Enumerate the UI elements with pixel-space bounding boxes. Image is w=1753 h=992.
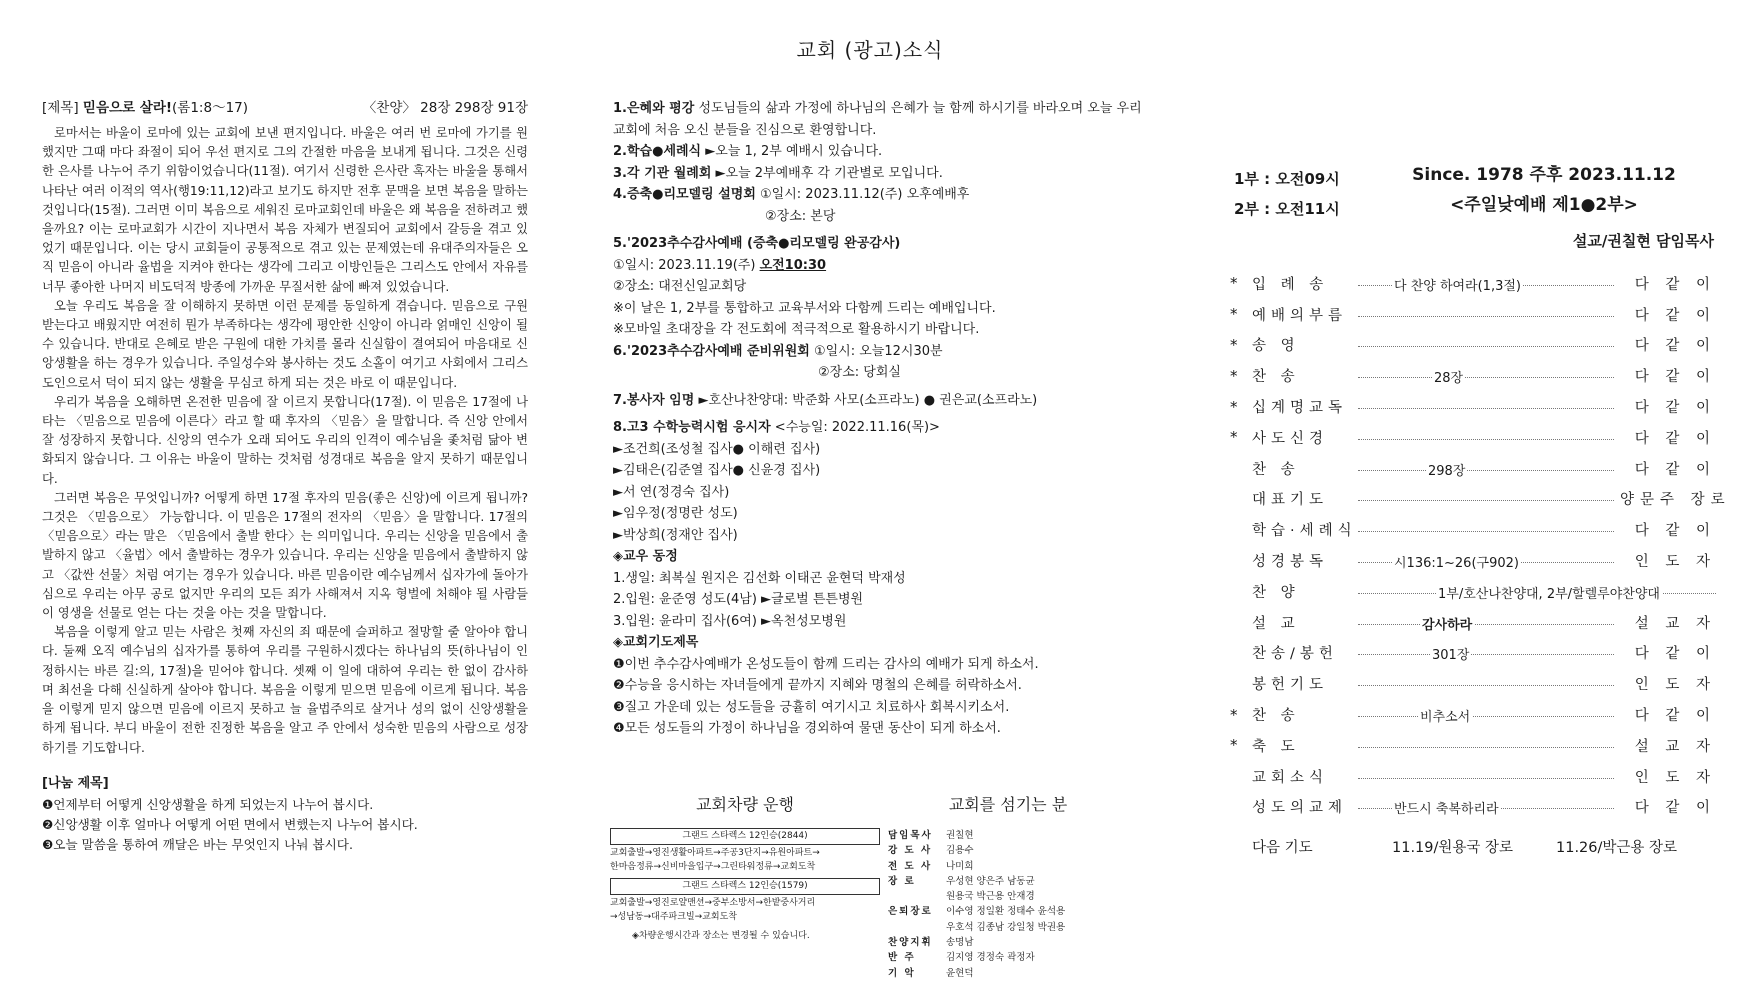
service-1-time: 1부 : 오전09시 — [1234, 170, 1340, 188]
news-item-title: 2.학습●세례식 — [613, 144, 702, 159]
order-row — [1230, 360, 1716, 391]
order-dotted-leader — [1358, 371, 1614, 387]
news-item-text: ►오늘 2부예배후 각 기관별로 모입니다. — [711, 165, 943, 181]
sermon-header — [42, 96, 528, 116]
order-row — [1230, 638, 1716, 669]
bus-2-label: 그랜드 스타렉스 12인승(1579) — [610, 878, 880, 895]
order-item-performer: 다 같 이 — [1634, 646, 1716, 663]
order-dotted-leader — [1358, 617, 1614, 633]
order-item-performer: 다 같 이 — [1634, 400, 1716, 417]
order-star: * — [1230, 274, 1238, 293]
news-item-text: ►호산나찬양대: 박준화 사모(소프라노) ● 권은교(소프라노) — [694, 392, 1038, 408]
order-dotted-leader — [1358, 710, 1614, 726]
order-item-performer: 다 같 이 — [1634, 461, 1716, 478]
vehicle-note: ◈차량운행시간과 장소는 변경될 수 있습니다. — [632, 931, 810, 941]
news-item-4-place: ②장소: 본당 — [765, 208, 836, 224]
news-item-5-note: ※모바일 초대장을 각 전도회에 적극적으로 활용하시기 바랍니다. — [613, 322, 980, 337]
server-role: 담임목사 — [888, 830, 933, 841]
order-item-performer: 양문주 장로 — [1620, 492, 1731, 509]
order-item-performer: 다 같 이 — [1634, 708, 1716, 725]
server-role: 장 로 — [888, 875, 916, 887]
news-item-1 — [613, 98, 1153, 141]
prayer-title: ◈교회기도제목 — [613, 635, 699, 650]
server-names: 나미희 — [946, 860, 974, 872]
server-role: 전 도 사 — [888, 860, 933, 872]
order-dotted-leader — [1358, 408, 1614, 409]
members-title: ◈교우 동정 — [613, 549, 678, 564]
order-star: * — [1230, 736, 1238, 755]
order-item-content: 301장 — [1430, 644, 1471, 663]
order-row — [1230, 730, 1716, 761]
exam-student: ►박상희(정재안 집사) — [613, 527, 738, 543]
server-names: 우호석 김종남 강일청 박권용 — [946, 921, 1066, 933]
order-row — [1230, 453, 1716, 484]
next-prayer-label: 다음 기도 — [1252, 840, 1313, 856]
order-item-content: 시136:1~26(구902) — [1392, 552, 1521, 571]
order-dotted-leader — [1358, 802, 1614, 818]
news-item-8 — [613, 417, 1153, 439]
server-row — [888, 874, 1128, 889]
order-item-content: 28장 — [1432, 367, 1465, 386]
order-item-name: 송 영 — [1252, 338, 1300, 355]
news-item-text: 성도님들의 삶과 가정에 하나님의 은혜가 늘 함께 하시기를 바라오며 오늘 우리교회에 처음 오신 분들을 진심으로 환영합니다. — [613, 101, 1142, 138]
order-item-name: 찬 송 — [1252, 461, 1300, 478]
server-row — [888, 889, 1128, 904]
order-item-performer: 다 같 이 — [1634, 307, 1716, 324]
sharing-title: [나눔 제목] — [42, 775, 109, 791]
sermon-title-line — [42, 96, 248, 116]
news-item-title: 3.각 기관 월례회 — [613, 165, 712, 181]
order-item-performer: 인 도 자 — [1634, 677, 1716, 694]
server-names: 김지영 경정숙 곽정자 — [946, 952, 1035, 964]
server-role: 반 주 — [888, 952, 916, 964]
member-news: 1.생일: 최복실 원지은 김선화 이태곤 윤현덕 박재성 — [613, 570, 906, 586]
service-times — [1234, 164, 1340, 224]
server-row — [888, 904, 1128, 919]
order-star: * — [1230, 705, 1238, 724]
order-dotted-leader — [1358, 439, 1614, 440]
sermon-paragraph: 우리가 복음을 오해하면 온전한 믿음에 잘 이르지 못합니다(17절). 이 믿음은 17절에 나타는 〈믿음으로 믿음에 이른다〉라고 할 때 후자의 〈믿음〉을 말합니다. 즉 신앙 안에서 잘 성장하지 못합니다. 신앙의 연수가 오래 되어도 우리의 인격이 예수님을 좇처럼 닮아 변화되지 않습니다. 그 이유는 바울이 말하는 것처럼 성경대로 복음을 알지 못하기 때문입니다. — [42, 394, 528, 486]
news-item-5-title: 5.'2023추수감사예배 (증축●리모델링 완공감사) — [613, 236, 901, 251]
order-item-name: 사도신경 — [1252, 430, 1329, 447]
exam-student: ►조건희(조성철 집사● 이해련 집사) — [613, 441, 821, 457]
sermon-title: 믿음으로 살라! — [82, 100, 173, 116]
bus-1-route-line: 한마음정류→신비마을입구→그린타워정류→교회도착 — [610, 862, 816, 872]
order-item-name: 찬 송 — [1252, 369, 1300, 386]
order-row — [1230, 514, 1716, 545]
prayer-item: ❸질고 가운데 있는 성도들을 긍휼히 여기시고 치료하사 회복시키소서. — [613, 699, 1010, 715]
server-role: 은퇴장로 — [888, 906, 933, 918]
worship-subtitle: <주일낮예배 제1●2부> — [1450, 195, 1638, 215]
bus-2-route — [610, 896, 890, 924]
order-item-name: 찬 양 — [1252, 584, 1300, 601]
server-names: 권칠현 — [946, 830, 974, 841]
sermon-paragraph: 복음을 이렇게 알고 믿는 사람은 첫째 자신의 죄 때문에 슬퍼하고 절망할 줄 알아야 합니다. 둘째 오직 예수님의 십자가를 통하여 우리를 구원하시겠다는 하나님의 뜻(하나님이 인정하시는 바른 길:의, 17절)을 믿어야 합니다. 셋째 이 일에 대하여 우리는 한 없이 감사하며 최선을 다해 신실하게 살아야 합니다. 복음을 이렇게 믿으면 믿음에 이르게 됩니다. 복음을 이렇게 믿지 않으면 믿음에 이르지 못하고 늘 율법주의로 살거나 성의 없이 신앙생활을 하게 됩니다. 부디 바울이 전한 진정한 복음을 알고 주 안에서 성숙한 믿음의 사람으로 성장하기를 기도합니다. — [42, 625, 528, 755]
news-item-title: 6.'2023추수감사예배 준비위원회 — [613, 343, 810, 359]
since-date: Since. 1978 주후 2023.11.12 — [1412, 165, 1676, 185]
worship-order — [1230, 268, 1731, 822]
order-item-content: 감사하라 — [1420, 614, 1474, 633]
server-names: 원용국 박근용 안재경 — [946, 891, 1035, 903]
order-dotted-leader — [1358, 747, 1614, 748]
order-star: * — [1230, 428, 1238, 447]
order-item-name: 봉헌기도 — [1252, 677, 1329, 694]
order-dotted-leader — [1358, 500, 1614, 501]
prayer-item: ❶이번 추수감사예배가 온성도들이 함께 드리는 감사의 예배가 되게 하소서. — [613, 656, 1039, 672]
order-star: * — [1230, 366, 1238, 385]
news-item-title: 1.은혜와 평강 — [613, 101, 695, 116]
server-row — [888, 828, 1128, 843]
news-item-title: 7.봉사자 임명 — [613, 392, 695, 408]
exam-student: ►임우정(정명란 성도) — [613, 506, 738, 521]
sharing-item: ❶언제부터 어떻게 신앙생활을 하게 되었는지 나누어 봅시다. — [42, 796, 374, 812]
order-item-performer: 다 같 이 — [1634, 523, 1716, 540]
sharing-list — [42, 795, 528, 855]
order-dotted-leader — [1358, 778, 1614, 779]
bus-1-route-line: 교회출발→영진생활아파트→주공3단지→유원아파트→ — [610, 848, 820, 858]
order-item-name: 성경봉독 — [1252, 554, 1329, 571]
next-prayer-row — [1252, 836, 1718, 857]
news-item-6 — [613, 341, 1153, 363]
order-item-performer: 다 같 이 — [1634, 430, 1716, 447]
order-item-performer: 다 같 이 — [1634, 276, 1716, 293]
server-role: 기 악 — [888, 967, 916, 979]
bus-2-route-line: →성남동→대주파크빌→교회도착 — [610, 912, 737, 922]
news-item-5-date-label: ①일시: 2023.11.19(주) — [613, 257, 760, 273]
server-names: 우성현 양은주 남동균 — [946, 875, 1035, 887]
order-item-content: 비추소서 — [1418, 706, 1472, 725]
prayer-item: ❷수능을 응시하는 자녀들에게 끝까지 지혜와 명철의 은혜를 허락하소서. — [613, 678, 1022, 693]
order-star: * — [1230, 305, 1238, 324]
server-role: 찬양지휘 — [888, 937, 933, 949]
order-item-name: 성도의교제 — [1252, 800, 1348, 817]
order-item-content: 298장 — [1426, 460, 1467, 479]
news-item-5-note: ※이 날은 1, 2부를 통합하고 교육부서와 다함께 드리는 예배입니다. — [613, 300, 996, 316]
news-item-2 — [613, 141, 1153, 163]
order-item-content: 반드시 축복하리라 — [1392, 798, 1501, 817]
prayer-item: ❹모든 성도들의 가정이 하나님을 경외하여 물댄 동산이 되게 하소서. — [613, 721, 1001, 736]
server-row — [888, 843, 1128, 858]
news-item-5-time: 오전10:30 — [759, 257, 827, 273]
server-names: 송명남 — [946, 937, 974, 949]
sermon-title-label: [제목] — [42, 100, 79, 116]
order-row — [1230, 761, 1716, 792]
news-item-text: ①일시: 오늘12시30분 — [809, 343, 943, 359]
page-title: 교회 (광고)소식 — [796, 38, 944, 62]
server-row — [888, 859, 1128, 874]
sharing-item: ❷신앙생활 이후 얼마나 어떻게 어떤 면에서 변했는지 나누어 봅시다. — [42, 816, 418, 832]
sermon-paragraph: 그러면 복음은 무엇입니까? 어떻게 하면 17절 후자의 믿음(좋은 신앙)에 이르게 됩니까? 그것은 〈믿음으로〉 가능합니다. 이 믿음은 17절의 전자의 〈믿음〉을 말합니다. 17절의 〈믿음으로〉라는 말은 〈믿음에서 출발 한다〉는 의미입니다. 우리는 신앙을 믿음에서 출발하지 않고 〈율법〉에서 출발하는 경우가 있습니다. 우리는 신앙을 믿음에서 출발하지 않고 〈값싼 선물〉처럼 여기는 경우가 있습니다. 바른 믿음이란 예수님께서 십자가에 돌아가심으로 우리는 아무 공로 없지만 우리의 모든 죄가 사해져서 지옥 형벌에 처해야 될 사람들이 영생을 선물로 얻는 다는 것을 아는 것을 말합니다. — [42, 490, 528, 621]
news-column — [613, 98, 1153, 740]
server-role — [888, 920, 946, 935]
vehicle-title: 교회차량 운행 — [696, 795, 794, 814]
bus-1-label: 그랜드 스타렉스 12인승(2844) — [610, 828, 880, 845]
service-2-time: 2부 : 오전11시 — [1234, 200, 1340, 218]
order-dotted-leader — [1358, 556, 1614, 572]
news-item-text: <수능일: 2022.11.16(목)> — [770, 420, 940, 435]
servers-title: 교회를 섬기는 분 — [948, 795, 1068, 814]
order-star: * — [1230, 335, 1238, 354]
order-dotted-leader — [1358, 685, 1614, 686]
server-names: 김용수 — [946, 845, 974, 857]
order-dotted-leader — [1358, 531, 1614, 532]
order-star: * — [1230, 397, 1238, 416]
server-row — [888, 966, 1128, 981]
order-item-name: 대표기도 — [1252, 492, 1329, 509]
order-item-name: 입 례 송 — [1252, 276, 1329, 293]
news-item-text: ►오늘 1, 2부 예배시 있습니다. — [701, 144, 883, 159]
order-item-performer: 설 교 자 — [1634, 738, 1716, 755]
order-item-performer: 인 도 자 — [1634, 554, 1716, 571]
order-dotted-leader — [1358, 463, 1614, 479]
order-row — [1230, 699, 1716, 730]
order-item-name: 찬송/봉헌 — [1252, 646, 1338, 663]
server-row — [888, 935, 1128, 950]
sermon-reference: (롬1:8～17) — [172, 100, 249, 116]
news-item-5-place: ②장소: 대전신일교회당 — [613, 279, 747, 294]
news-item-3 — [613, 163, 1153, 185]
order-item-name: 학습·세례식 — [1252, 523, 1357, 540]
order-row — [1230, 422, 1716, 453]
news-item-6-place: ②장소: 당회실 — [818, 365, 901, 380]
order-dotted-leader — [1358, 316, 1614, 317]
server-role: 강 도 사 — [888, 845, 933, 857]
news-item-title: 8.고3 수학능력시험 응시자 — [613, 420, 771, 435]
order-item-performer: 설 교 자 — [1634, 615, 1716, 632]
worship-header — [1388, 160, 1700, 220]
news-item-5-date — [613, 255, 1153, 277]
order-item-name: 설 교 — [1252, 615, 1300, 632]
order-row — [1230, 391, 1716, 422]
order-row — [1230, 330, 1716, 361]
order-item-name: 예배의부름 — [1252, 307, 1348, 324]
order-dotted-leader — [1358, 648, 1614, 664]
bus-1-route — [610, 846, 890, 874]
sermon-paragraph: 오늘 우리도 복음을 잘 이해하지 못하면 이런 문제를 동일하게 겪습니다. 믿음으로 구원 받는다고 배웠지만 여전히 뭔가 부족하다는 생각에 평안한 신앙이 아니라 얽매인 신앙이 될 수 있습니다. 반대로 은혜로 받은 구원에 대한 가치를 몰라 신실함이 결여되어 마음대로 신앙생활을 하는 경우가 있습니다. 주일성수와 봉사하는 것도 소홀이 여기고 사회에서 그리스도인으로서 덕이 되지 않는 생활을 무심코 하게 되는 것은 바로 이 때문입니다. — [42, 298, 528, 390]
order-dotted-leader — [1358, 586, 1716, 602]
exam-student: ►김태은(김준열 집사● 신윤경 집사) — [613, 463, 821, 478]
order-dotted-leader — [1358, 346, 1614, 347]
next-prayer-2: 11.26/박근용 장로 — [1556, 840, 1678, 856]
preacher: 설교/권칠현 담임목사 — [1572, 232, 1714, 250]
order-item-performer: 다 같 이 — [1634, 369, 1716, 386]
order-item-performer: 다 같 이 — [1634, 338, 1716, 355]
order-row — [1230, 545, 1716, 576]
server-names: 윤현덕 — [946, 967, 974, 979]
exam-student: ►서 연(정경숙 집사) — [613, 484, 730, 500]
order-item-content: 다 찬양 하여라(1,3절) — [1392, 275, 1523, 294]
order-row — [1230, 792, 1716, 823]
order-item-name: 축 도 — [1252, 738, 1300, 755]
server-role — [888, 889, 946, 904]
news-item-title: 4.증축●리모델링 설명회 — [613, 187, 756, 202]
order-item-name: 교회소식 — [1252, 769, 1329, 786]
order-item-content: 1부/호산나찬양대, 2부/할렐루야찬양대 — [1436, 583, 1662, 602]
order-item-name: 찬 송 — [1252, 708, 1300, 725]
order-row — [1230, 668, 1716, 699]
order-item-performer: 다 같 이 — [1634, 800, 1716, 817]
order-row — [1230, 299, 1716, 330]
next-prayer-1: 11.19/원용국 장로 — [1392, 840, 1514, 856]
sharing-item: ❸오늘 말씀을 통하여 깨달은 바는 무엇인지 나눠 봅시다. — [42, 836, 353, 852]
servers-list — [888, 828, 1128, 981]
server-row — [888, 950, 1128, 965]
order-row — [1230, 607, 1716, 638]
server-row — [888, 920, 1128, 935]
order-row — [1230, 484, 1731, 515]
order-dotted-leader — [1358, 278, 1614, 294]
news-item-4 — [613, 184, 1153, 206]
news-item-text: ①일시: 2023.11.12(주) 오후예배후 — [755, 187, 970, 202]
sermon-column — [42, 96, 528, 855]
news-item-7 — [613, 390, 1153, 412]
sermon-paragraph: 로마서는 바울이 로마에 있는 교회에 보낸 편지입니다. 바울은 여러 번 로마에 가기를 원했지만 그때 마다 좌절이 되어 우선 편지로 그의 간절한 마음을 보내게 됩니다. 그것은 신령한 은사를 나누어 주기 위함이었습니다(11절). 여기서 신령한 은사란 혹자는 바울을 통해서 나타난 여러 이적의 역사(행19:11,12)라고 보기도 하지만 전후 문맥을 보면 복음을 말하는 것입니다(15절). 그러면 이미 복음으로 세워진 로마교회인데 바울은 왜 복음을 전하려고 했을까요? 이는 로마교회가 시간이 지나면서 복음 자체가 변질되어 교회에서 갈등을 겪고 있었기 때문입니다. 이는 당시 교회들이 공통적으로 겪고 있는 문제였는데 유대주의자들은 오직 믿음이 아니라 율법을 지켜야 한다는 생각에 그리고 이방인들은 그리스도 안에서 자유를 너무 좋아한 나머지 비도덕적 방종에 가까운 무질서한 삶에 빠져 있었습니다. — [42, 126, 528, 294]
sermon-hymns: 〈찬양〉 28장 298장 91장 — [362, 100, 528, 116]
order-item-performer: 인 도 자 — [1634, 769, 1716, 786]
order-item-name: 십계명교독 — [1252, 400, 1348, 417]
server-names: 이수영 정일환 정태수 윤석용 — [946, 906, 1066, 918]
bus-2-route-line: 교회출발→영진로얄맨션→중부소방서→한밭중사거리 — [610, 898, 816, 908]
order-row — [1230, 268, 1716, 299]
sermon-body — [42, 124, 528, 758]
member-news: 2.입원: 윤준영 성도(4남) ►글로벌 튼튼병원 — [613, 592, 864, 607]
order-row — [1230, 576, 1716, 607]
member-news: 3.입원: 윤라미 집사(6여) ►옥천성모병원 — [613, 613, 847, 629]
